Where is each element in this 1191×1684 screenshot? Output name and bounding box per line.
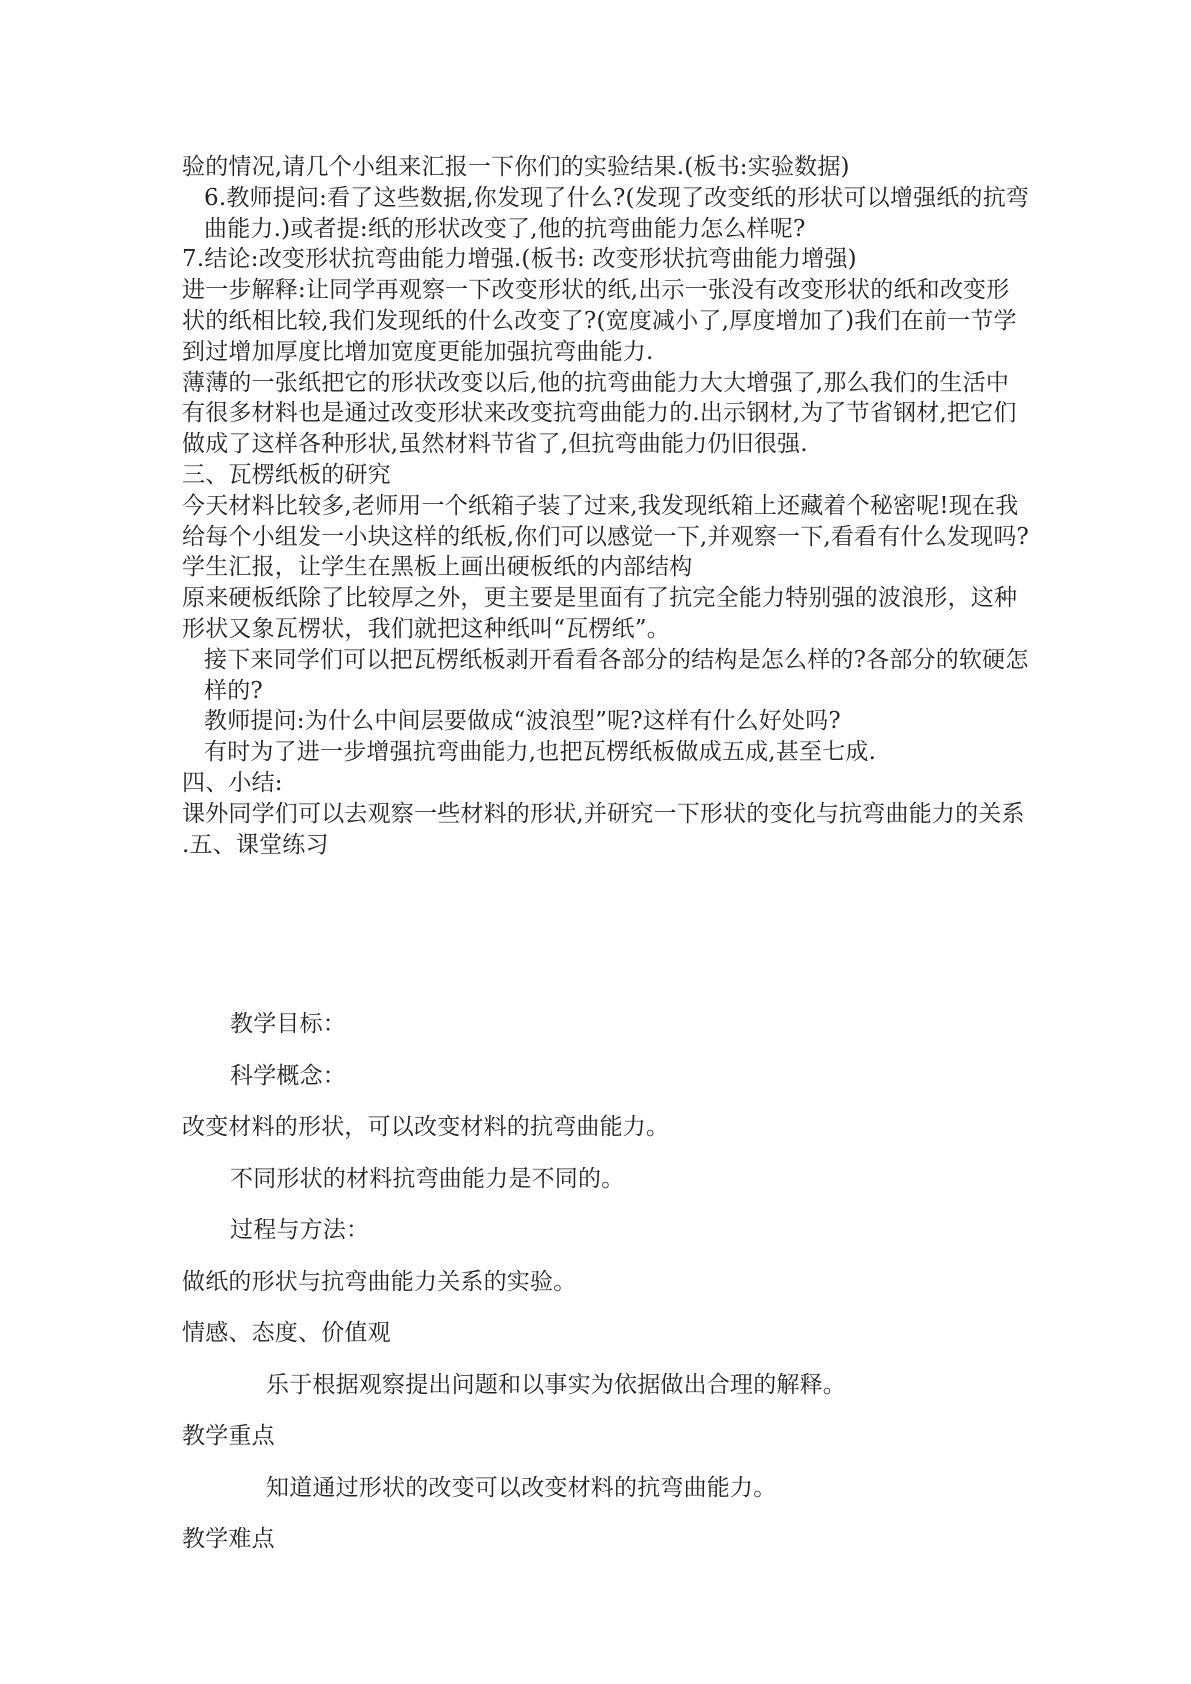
paragraph-extracurricular: 课外同学们可以去观察一些材料的形状,并研究一下形状的变化与抗弯曲能力的关系 (182, 800, 1025, 827)
paragraph-student-report: 学生汇报，让学生在黑板上画出硬板纸的内部结构 (182, 554, 693, 581)
lesson-procedure-section (182, 152, 1032, 860)
paragraph-experiment: 做纸的形状与抗弯曲能力关系的实验。 (182, 1268, 577, 1295)
paragraph-report-results: 验的情况,请几个小组来汇报一下你们的实验结果.(板书:实验数据) (182, 154, 850, 180)
teaching-objectives-section (182, 999, 1032, 1566)
paragraph-paper-box: 今天材料比较多,老师用一个纸箱子装了过来,我发现纸箱上还藏着个秘密呢!现在我给每个小组发一小块这样的纸板,你们可以感觉一下,并观察一下,看看有什么发现吗? (182, 492, 1030, 550)
heading-science-concept: 科学概念： (230, 1062, 346, 1089)
paragraph-teacher-question-6: 6.教师提问:看了这些数据,你发现了什么?(发现了改变纸的形状可以增强纸的抗弯曲能力.)或者提:纸的形状改变了,他的抗弯曲能力怎么样呢? (204, 184, 1030, 242)
heading-key-point: 教学重点 (182, 1423, 275, 1449)
paragraph-thin-paper: 薄薄的一张纸把它的形状改变以后,他的抗弯曲能力大大增强了,那么我们的生活中有很多材料也是通过改变形状来改变抗弯曲能力的.出示钢材,为了节省钢材,把它们做成了这样各种形状,虽然材料节省了,但抗弯曲能力仍旧很强. (182, 369, 1017, 458)
heading-emotion-attitude: 情感、态度、价值观 (182, 1320, 391, 1346)
section-heading-corrugated: 三、瓦楞纸板的研究 (182, 461, 391, 488)
section-heading-practice: .五、课堂练习 (182, 831, 329, 858)
heading-teaching-objectives: 教学目标： (230, 1011, 346, 1037)
paragraph-change-shape: 改变材料的形状，可以改变材料的抗弯曲能力。 (182, 1114, 670, 1140)
paragraph-conclusion-7: 7.结论:改变形状抗弯曲能力增强.(板书: 改变形状抗弯曲能力增强) (182, 246, 857, 273)
heading-difficulty: 教学难点 (182, 1526, 275, 1552)
paragraph-wave-shape: 原来硬板纸除了比较厚之外，更主要是里面有了抗完全能力特别强的波浪形，这种形状又象瓦楞状，我们就把这种纸叫“瓦楞纸”。 (182, 585, 1018, 642)
section-heading-summary: 四、小结: (182, 769, 283, 796)
paragraph-different-shapes: 不同形状的材料抗弯曲能力是不同的。 (230, 1165, 625, 1192)
paragraph-further-explanation: 进一步解释:让同学再观察一下改变形状的纸,出示一张没有改变形状的纸和改变形状的纸相比较,我们发现纸的什么改变了?(宽度减小了,厚度增加了)我们在前一节学到过增加厚度比增加宽度更能加强抗弯曲能力. (182, 277, 1017, 365)
paragraph-peel-board: 接下来同学们可以把瓦楞纸板剥开看看各部分的结构是怎么样的?各部分的软硬怎样的? (204, 646, 1029, 704)
heading-process-method: 过程与方法： (230, 1217, 370, 1243)
paragraph-know-shape-change: 知道通过形状的改变可以改变材料的抗弯曲能力。 (266, 1474, 777, 1501)
paragraph-teacher-question-wave: 教师提问:为什么中间层要做成“波浪型”呢?这样有什么好处吗? (204, 708, 841, 735)
paragraph-five-seven-layers: 有时为了进一步增强抗弯曲能力,也把瓦楞纸板做成五成,甚至七成. (204, 739, 877, 766)
paragraph-willing-observe: 乐于根据观察提出问题和以事实为依据做出合理的解释。 (266, 1371, 846, 1398)
